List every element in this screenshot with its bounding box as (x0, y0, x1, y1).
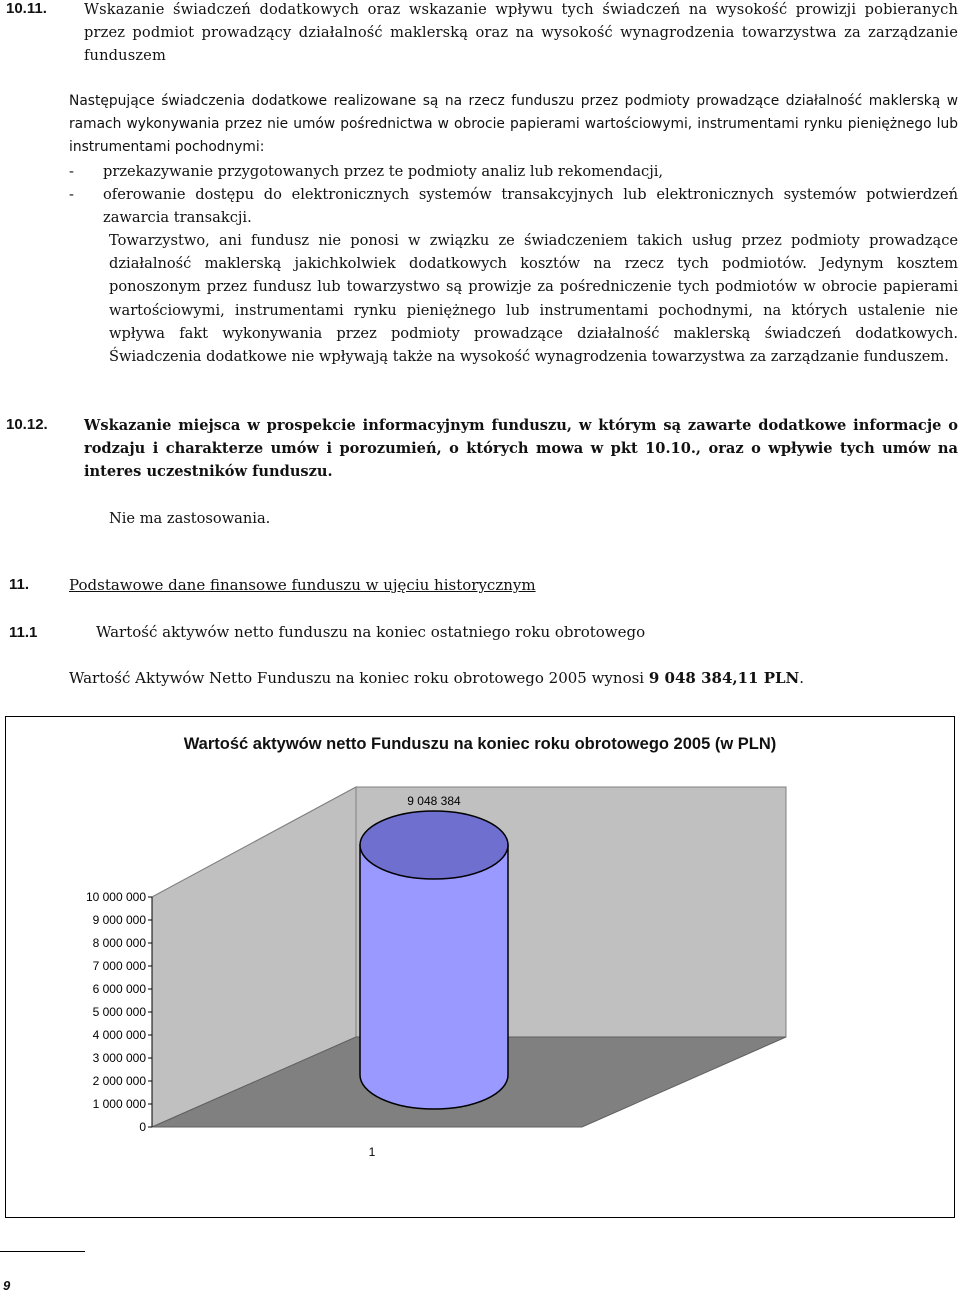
nav-value-amount: 9 048 384,11 PLN (648, 669, 800, 687)
bullet-mark-1: - (69, 163, 74, 180)
nav-value-sentence (69, 667, 804, 689)
nav-chart (5, 716, 955, 1218)
bullet-item-analyses: przekazywanie przygotowanych przez te podmioty analiz lub rekomendacji, (103, 163, 664, 180)
chart-title: Wartość aktywów netto Funduszu na koniec roku obrotowego 2005 (w PLN) (183, 735, 777, 753)
y-tick-label: 4 000 000 (92, 1028, 146, 1042)
y-axis-ticks (86, 890, 152, 1134)
y-tick-label: 5 000 000 (92, 1005, 146, 1019)
bar-cylinder-top (360, 811, 508, 879)
section-heading-10-11: Wskazanie świadczeń dodatkowych oraz wskazanie wpływu tych świadczeń na wysokość prowizji pobieranych przez podmiot prowadzący działalność maklerską oraz na wysokość wynagrodzenia towarzystwa za zarządzanie funduszem (84, 1, 958, 64)
page-number: 9 (3, 1278, 11, 1293)
y-tick-label: 3 000 000 (92, 1051, 146, 1065)
y-tick-label: 9 000 000 (92, 913, 146, 927)
bar-data-label: 9 048 384 (407, 794, 461, 808)
y-tick-label: 2 000 000 (92, 1074, 146, 1088)
section-number-11: 11. (9, 576, 30, 593)
y-tick-label: 0 (139, 1120, 146, 1134)
section-number-10-11: 10.11. (6, 0, 47, 17)
bar-cylinder-side (360, 845, 508, 1109)
y-tick-label: 8 000 000 (92, 936, 146, 950)
x-tick-label: 1 (368, 1145, 376, 1159)
paragraph-additional-services: Następujące świadczenia dodatkowe realizowane są na rzecz funduszu przez podmioty prowadzące działalność maklerską w ramach wykonywania przez nie umów pośrednictwa w obrocie papierami wartościowymi, instrumentami rynku pieniężnego lub instrumentami pochodnymi: (69, 93, 958, 155)
nav-value-suffix: . (799, 669, 805, 687)
bullet-item-electronic-systems: oferowanie dostępu do elektronicznych systemów transakcyjnych lub elektronicznych systemów potwierdzeń zawarcia transakcji. (103, 186, 958, 226)
chart-plot (6, 717, 954, 1217)
y-tick-label: 1 000 000 (92, 1097, 146, 1111)
y-tick-label: 6 000 000 (92, 982, 146, 996)
y-tick-label: 7 000 000 (92, 959, 146, 973)
section-number-10-12: 10.12. (6, 416, 48, 433)
not-applicable-text: Nie ma zastosowania. (109, 510, 271, 527)
section-number-11-1: 11.1 (9, 624, 38, 641)
chart-bars (360, 794, 508, 1109)
nav-value-prefix: Wartość Aktywów Netto Funduszu na koniec roku obrotowego 2005 wynosi (69, 669, 649, 687)
bullet-mark-2: - (69, 186, 74, 203)
footer-rule (0, 1251, 85, 1252)
section-heading-11-1: Wartość aktywów netto funduszu na koniec ostatniego roku obrotowego (96, 623, 646, 641)
paragraph-costs: Towarzystwo, ani fundusz nie ponosi w związku ze świadczeniem takich usług przez podmioty prowadzące działalność maklerską jakichkolwiek dodatkowych kosztów na rzecz tych podmiotów. Jedynym kosztem ponoszonym przez fundusz lub towarzystwo są prowizje za pośredniczenie tych podmiotów w obrocie papierami wartościowymi, instrumentami rynku pieniężnego lub instrumentami pochodnymi, na których ustalenie nie wpływa fakt wykonywania przez podmioty prowadzące działalność maklerską świadczeń dodatkowych. Świadczenia dodatkowe nie wpływają także na wysokość wynagrodzenia towarzystwa za zarządzanie funduszem. (109, 232, 958, 366)
y-tick-label: 10 000 000 (85, 890, 146, 904)
section-heading-11: Podstawowe dane finansowe funduszu w ujęciu historycznym (69, 576, 536, 594)
section-heading-10-12: Wskazanie miejsca w prospekcie informacyjnym funduszu, w którym są zawarte dodatkowe informacje o rodzaju i charakterze umów i porozumień, o których mowa w pkt 10.10., oraz o wpływie tych umów na interes uczestników funduszu. (84, 417, 958, 480)
